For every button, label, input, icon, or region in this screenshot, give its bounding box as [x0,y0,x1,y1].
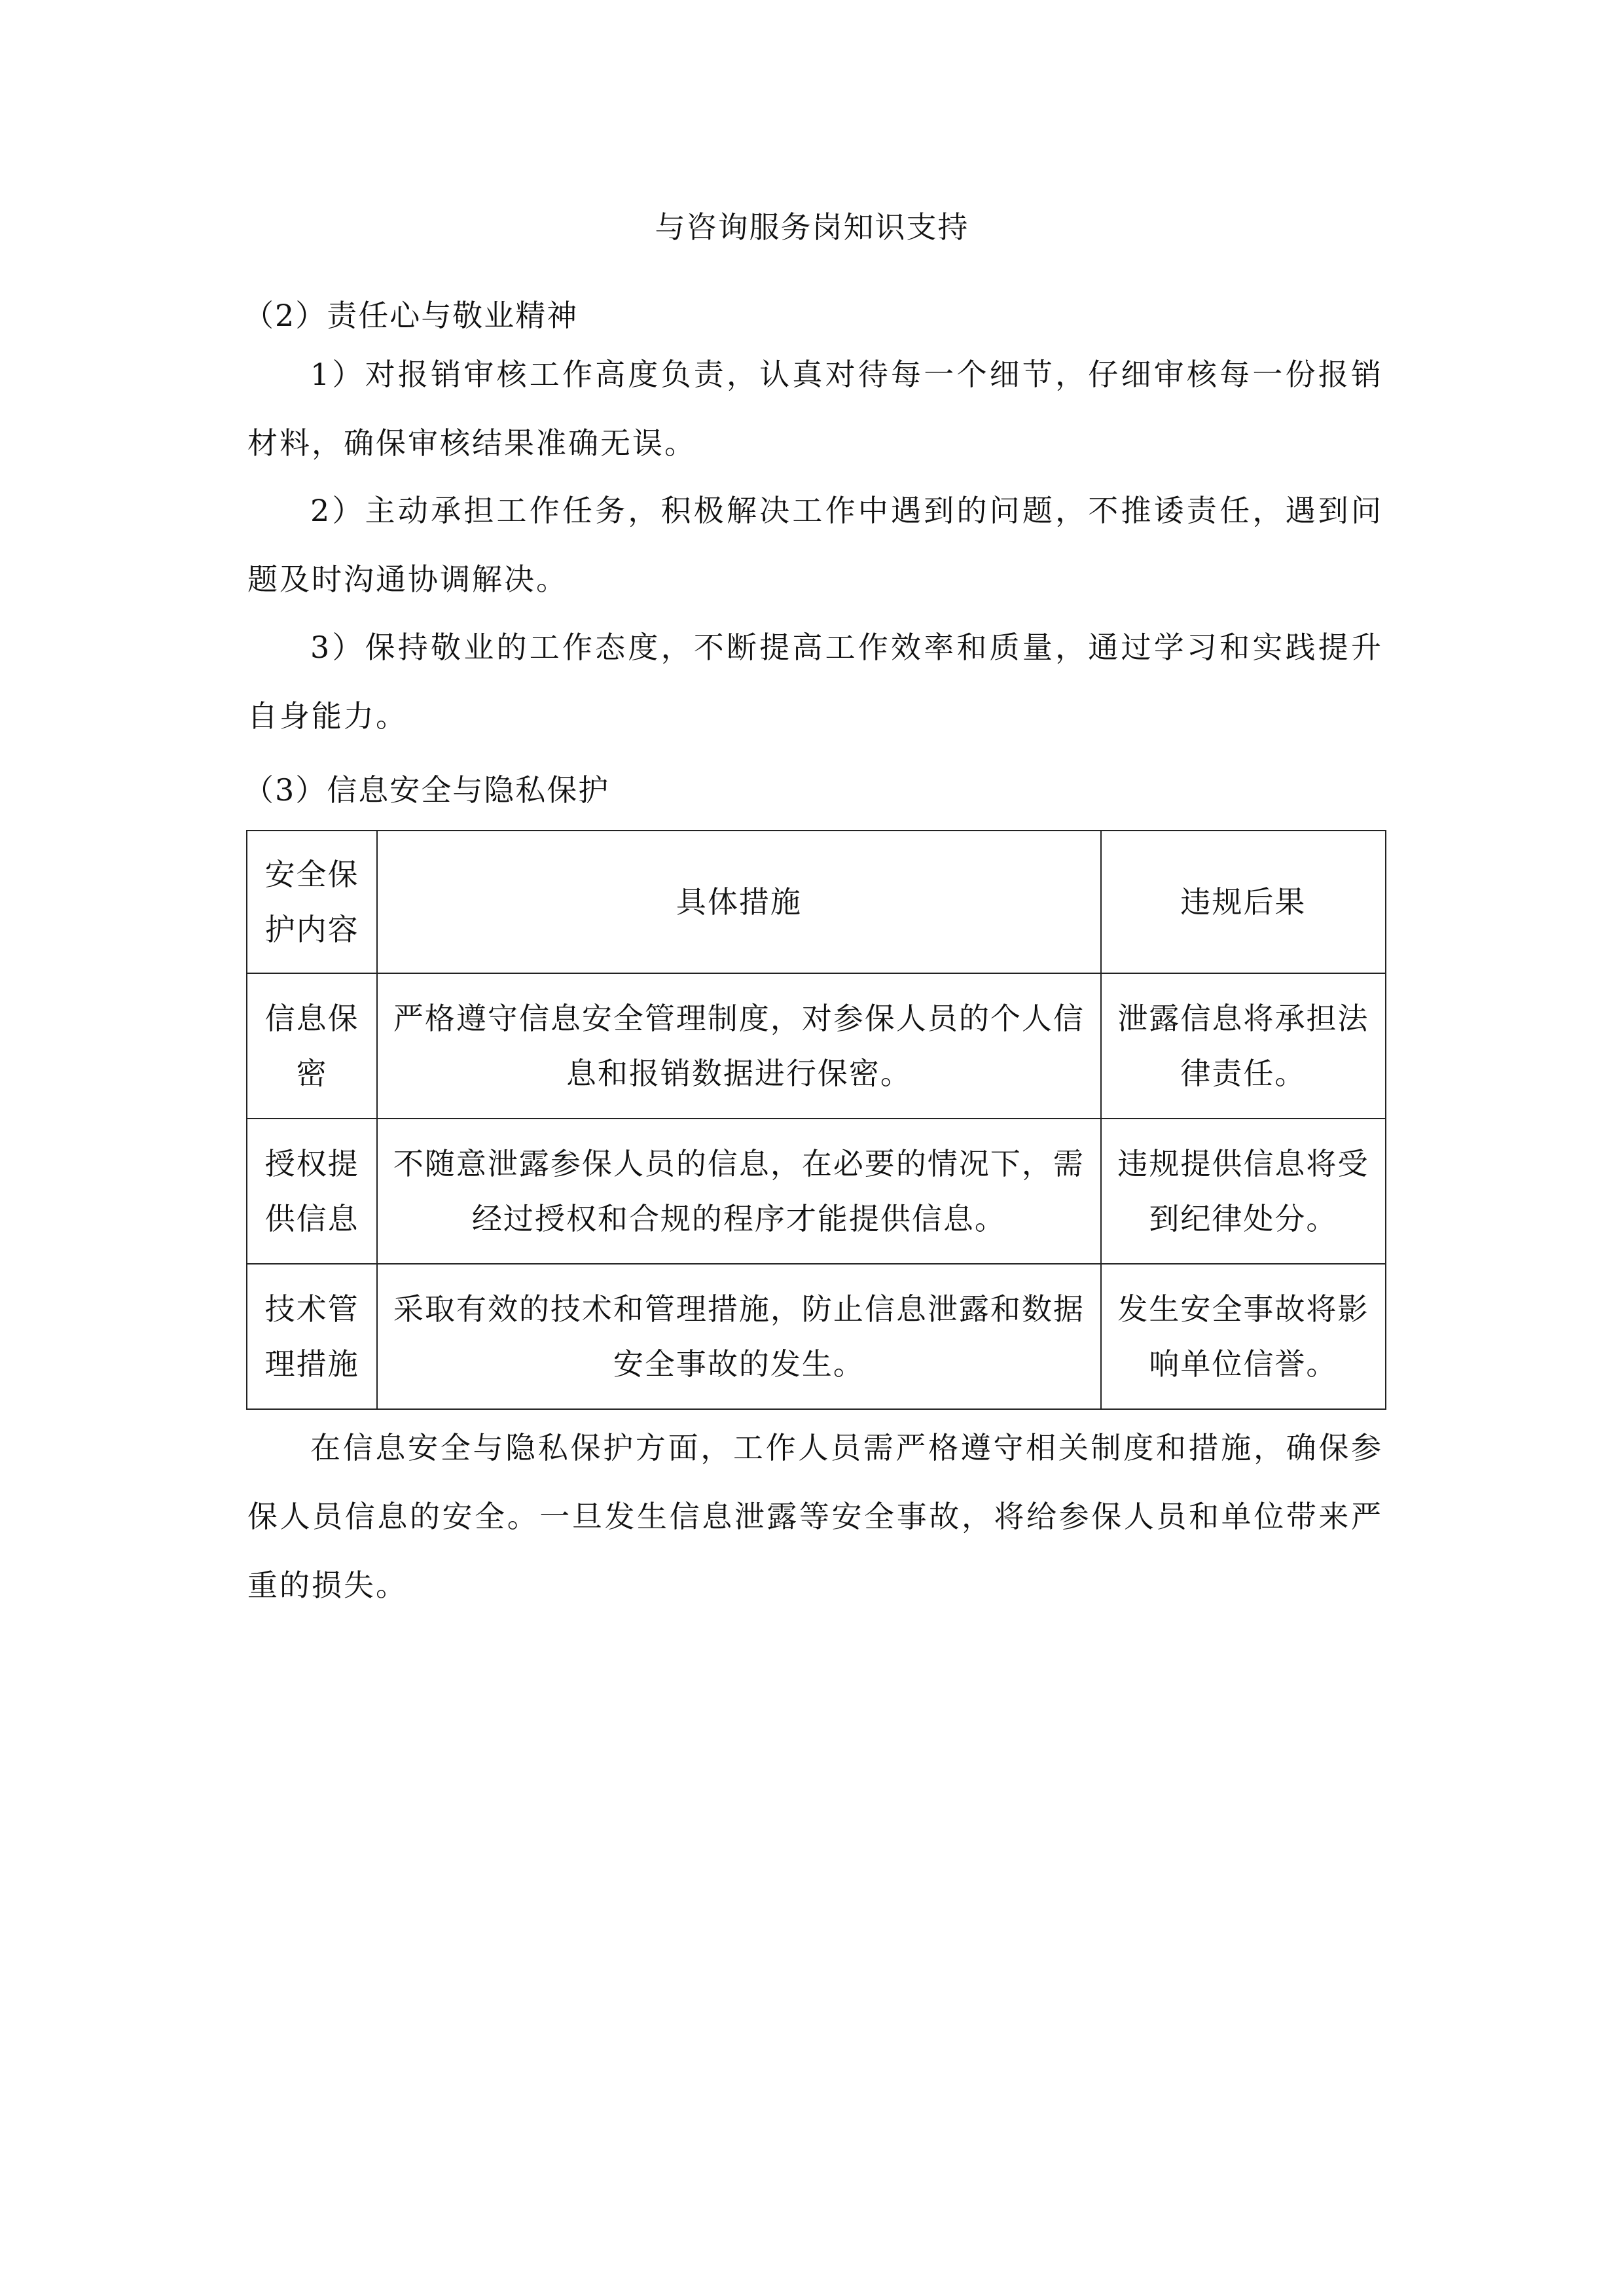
table-header-cell: 违规后果 [1101,831,1386,973]
summary-paragraph: 在信息安全与隐私保护方面，工作人员需严格遵守相关制度和措施，确保参保人员信息的安全。一旦发生信息泄露等安全事故，将给参保人员和单位带来严重的损失。 [247,1430,1383,1603]
table-cell: 严格遵守信息安全管理制度，对参保人员的个人信息和报销数据进行保密。 [377,973,1101,1119]
table-row [247,1119,1386,1264]
table-cell: 采取有效的技术和管理措施，防止信息泄露和数据安全事故的发生。 [377,1264,1101,1409]
table-header-row [247,831,1386,973]
table-cell: 泄露信息将承担法律责任。 [1101,973,1386,1119]
paragraph-item-1: 1）对报销审核工作高度负责，认真对待每一个细节，仔细审核每一份报销材料，确保审核结果准确无误。 [247,357,1383,461]
table-cell: 信息保密 [247,973,377,1119]
section-heading-responsibility: （2）责任心与敬业精神 [244,298,579,333]
table-cell: 不随意泄露参保人员的信息，在必要的情况下，需经过授权和合规的程序才能提供信息。 [377,1119,1101,1264]
table-cell: 技术管理措施 [247,1264,377,1409]
table-cell: 授权提供信息 [247,1119,377,1264]
table-header-cell: 具体措施 [377,831,1101,973]
table-row [247,973,1386,1119]
table-header-cell: 安全保护内容 [247,831,377,973]
page-title: 与咨询服务岗知识支持 [655,209,969,245]
table-row [247,1264,1386,1409]
paragraph-item-2: 2）主动承担工作任务，积极解决工作中遇到的问题，不推诿责任，遇到问题及时沟通协调解决。 [247,493,1383,597]
section-heading-security: （3）信息安全与隐私保护 [244,772,610,808]
security-measures-table [246,830,1386,1410]
table-cell: 违规提供信息将受到纪律处分。 [1101,1119,1386,1264]
paragraph-item-3: 3）保持敬业的工作态度，不断提高工作效率和质量，通过学习和实践提升自身能力。 [247,630,1383,734]
table-cell: 发生安全事故将影响单位信誉。 [1101,1264,1386,1409]
